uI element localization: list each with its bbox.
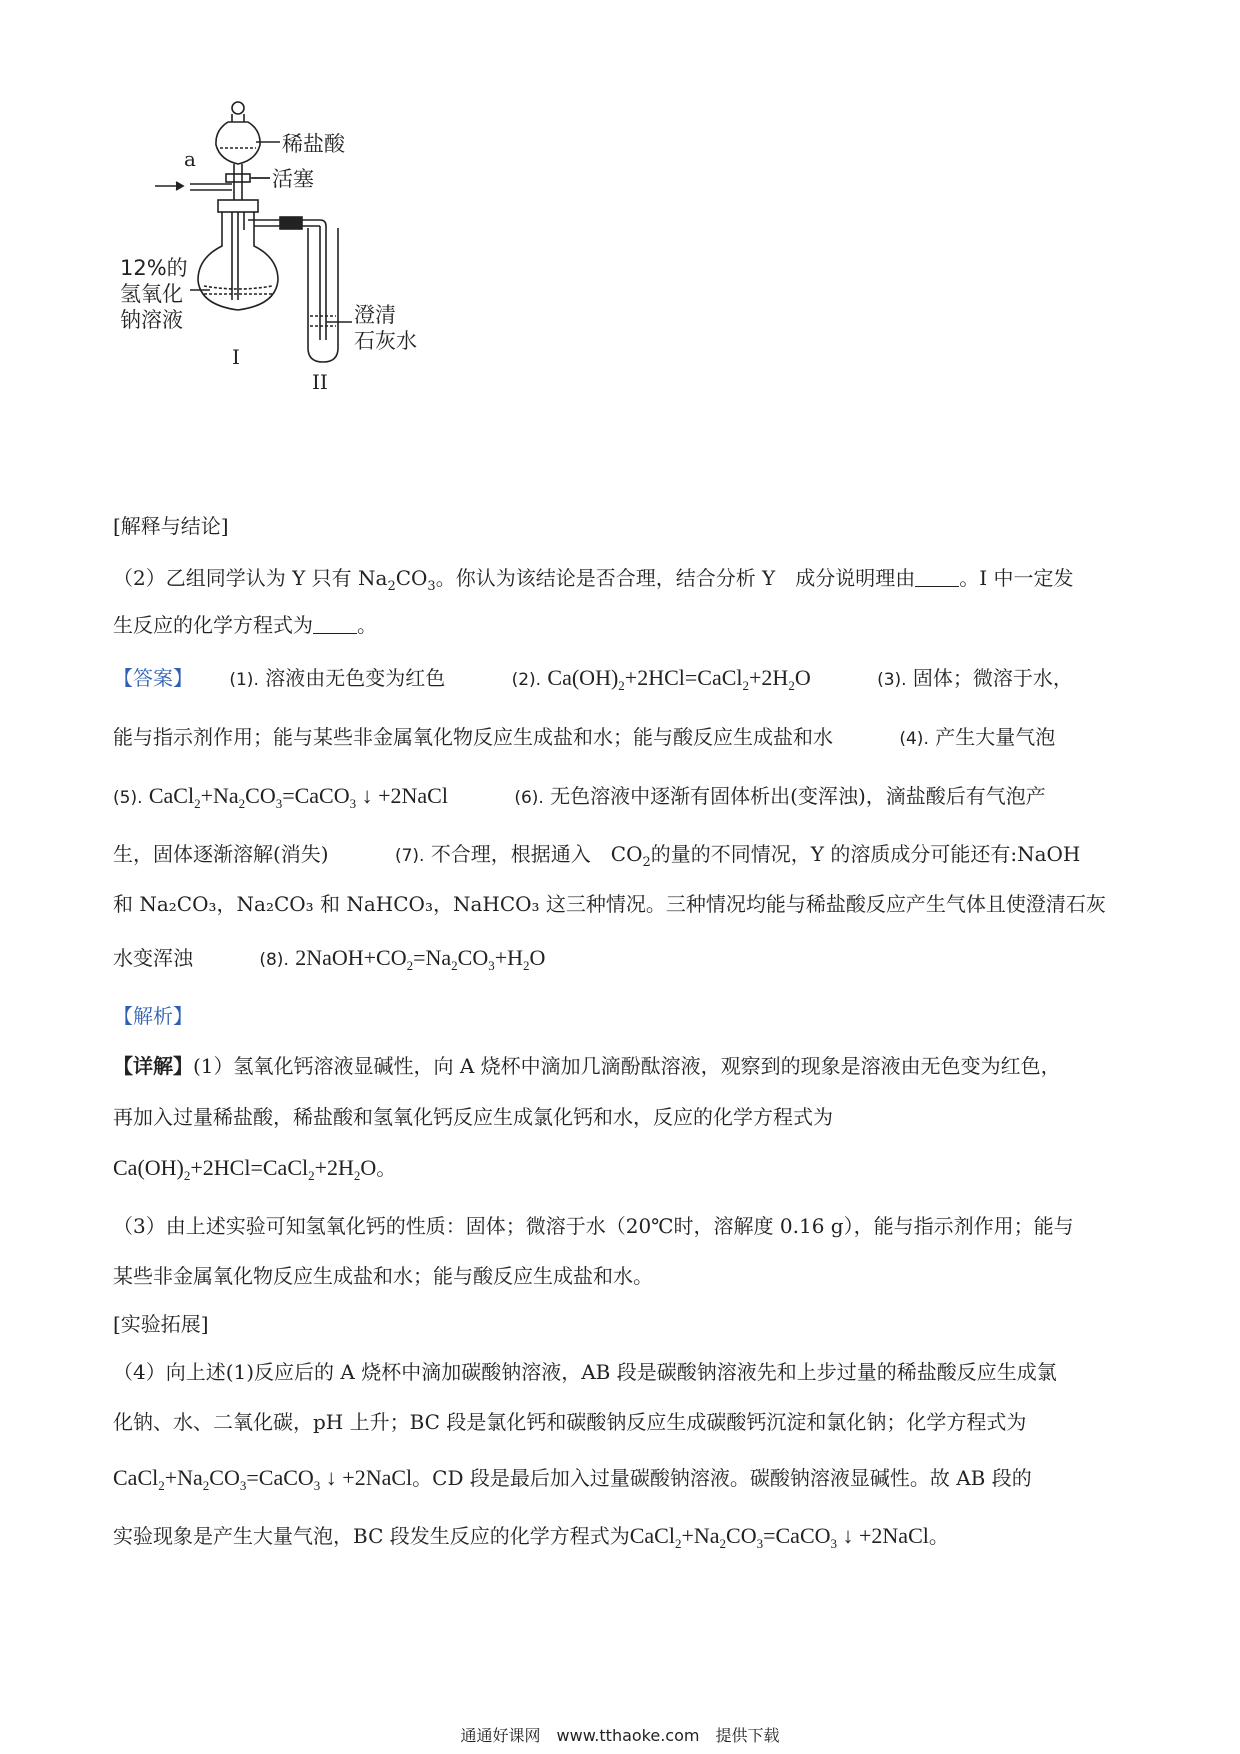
detail-line-8: $CaCl_2+Na_2CO_3=CaCO_3$ ↓ +2NaCl。CD 段是最后加入过量碳酸钠溶液。碳酸钠溶液显碱性。故 AB 段的 bbox=[113, 1465, 1032, 1493]
equation-caoh2-hcl: $Ca(OH)_2+2HCl=CaCl_2+2H_2O$ bbox=[547, 665, 811, 693]
equation-caoh2-hcl-2: $Ca(OH)_2+2HCl=CaCl_2+2H_2O$ bbox=[113, 1155, 377, 1183]
label-inlet-a: a bbox=[184, 147, 196, 171]
detail-line-5: 某些非金属氧化物反应生成盐和水；能与酸反应生成盐和水。 bbox=[113, 1264, 653, 1288]
equation-cacl2-na2co3-3: $CaCl_2+Na_2CO_3=CaCO_3$ ↓ +2NaCl bbox=[629, 1523, 929, 1551]
answer-line-6: 水变浑浊 (8). $2NaOH+CO_2=Na_2CO_3+H_2O$ bbox=[113, 945, 546, 973]
label-limewater-2: 石灰水 bbox=[354, 329, 417, 353]
detail-line-7: 化钠、水、二氧化碳，pH 上升；BC 段是氯化钙和碳酸钠反应生成碳酸钙沉淀和氯化钠；化学方程式为 bbox=[113, 1410, 1027, 1434]
label-naoh-2: 氢氧化 bbox=[120, 282, 183, 306]
label-naoh-1: 12%的 bbox=[120, 256, 188, 280]
answer-tag: 【答案】 bbox=[113, 666, 193, 690]
apparatus-figure bbox=[120, 100, 480, 440]
detail-line-9: 实验现象是产生大量气泡，BC 段发生反应的化学方程式为$CaCl_2+Na_2CO_3=CaCO_3$ ↓ +2NaCl。 bbox=[113, 1523, 949, 1551]
answer-line-4: 生，固体逐渐溶解(消失) (7). 不合理，根据通入 $CO_2$的量的不同情况，Y 的溶质成分可能还有:NaOH bbox=[113, 842, 1081, 870]
section-heading-extend: [实验拓展] bbox=[113, 1312, 209, 1336]
answer-line-3: (5). $CaCl_2+Na_2CO_3=CaCO_3$ ↓ +2NaCl (6). 无色溶液中逐渐有固体析出(变浑浊)，滴盐酸后有气泡产 bbox=[113, 783, 1046, 811]
section-heading-explain: [解释与结论] bbox=[113, 514, 229, 538]
answer-line-1: 【答案】 (1). 溶液由无色变为红色 (2). $Ca(OH)_2+2HCl=CaCl_2+2H_2O$ (3). 固体；微溶于水， bbox=[113, 665, 1073, 693]
detail-line-2: 再加入过量稀盐酸，稀盐酸和氢氧化钙反应生成氯化钙和水，反应的化学方程式为 bbox=[113, 1105, 833, 1129]
answer-line-5: 和 Na₂CO₃，Na₂CO₃ 和 NaHCO₃，NaHCO₃ 这三种情况。三种情况均能与稀盐酸反应产生气体且使澄清石灰 bbox=[113, 892, 1106, 916]
answer-blank bbox=[313, 615, 357, 634]
equation-naoh-co2: $2NaOH+CO_2=Na_2CO_3+H_2O$ bbox=[295, 945, 546, 973]
label-limewater-1: 澄清 bbox=[354, 303, 396, 327]
question-2-line-1: （2）乙组同学认为 Y 只有 $Na_2CO_3$。你认为该结论是否合理，结合分析 Y 成分说明理由 。I 中一定发 bbox=[113, 566, 1074, 594]
label-dilute-hcl: 稀盐酸 bbox=[282, 132, 345, 156]
label-naoh-3: 钠溶液 bbox=[120, 308, 183, 332]
answer-blank bbox=[915, 568, 959, 587]
detail-line-4: （3）由上述实验可知氢氧化钙的性质：固体；微溶于水（20℃时，溶解度 0.16 g），能与指示剂作用；能与 bbox=[113, 1214, 1074, 1238]
label-apparatus-ii: II bbox=[312, 370, 328, 394]
equation-cacl2-na2co3: $CaCl_2+Na_2CO_3=CaCO_3$ ↓ +2NaCl bbox=[148, 783, 448, 811]
label-stopcock: 活塞 bbox=[272, 167, 314, 191]
question-2-line-2: 生反应的化学方程式为 。 bbox=[113, 613, 377, 637]
label-apparatus-i: I bbox=[232, 345, 240, 369]
detail-line-1: 【详解】(1）氢氧化钙溶液显碱性，向 A 烧杯中滴加几滴酚酞溶液，观察到的现象是溶液由无色变为红色， bbox=[113, 1054, 1061, 1078]
detail-line-6: （4）向上述(1)反应后的 A 烧杯中滴加碳酸钠溶液，AB 段是碳酸钠溶液先和上步过量的稀盐酸反应生成氯 bbox=[113, 1360, 1057, 1384]
analysis-tag: 【解析】 bbox=[113, 1004, 193, 1028]
answer-line-2: 能与指示剂作用；能与某些非金属氧化物反应生成盐和水；能与酸反应生成盐和水 (4). 产生大量气泡 bbox=[113, 725, 1056, 749]
equation-cacl2-na2co3-2: $CaCl_2+Na_2CO_3=CaCO_3$ ↓ +2NaCl bbox=[113, 1465, 413, 1493]
detail-line-3: $Ca(OH)_2+2HCl=CaCl_2+2H_2O$。 bbox=[113, 1155, 397, 1183]
page-footer: 通通好课网 www.tthaoke.com 提供下载 bbox=[460, 1726, 780, 1745]
